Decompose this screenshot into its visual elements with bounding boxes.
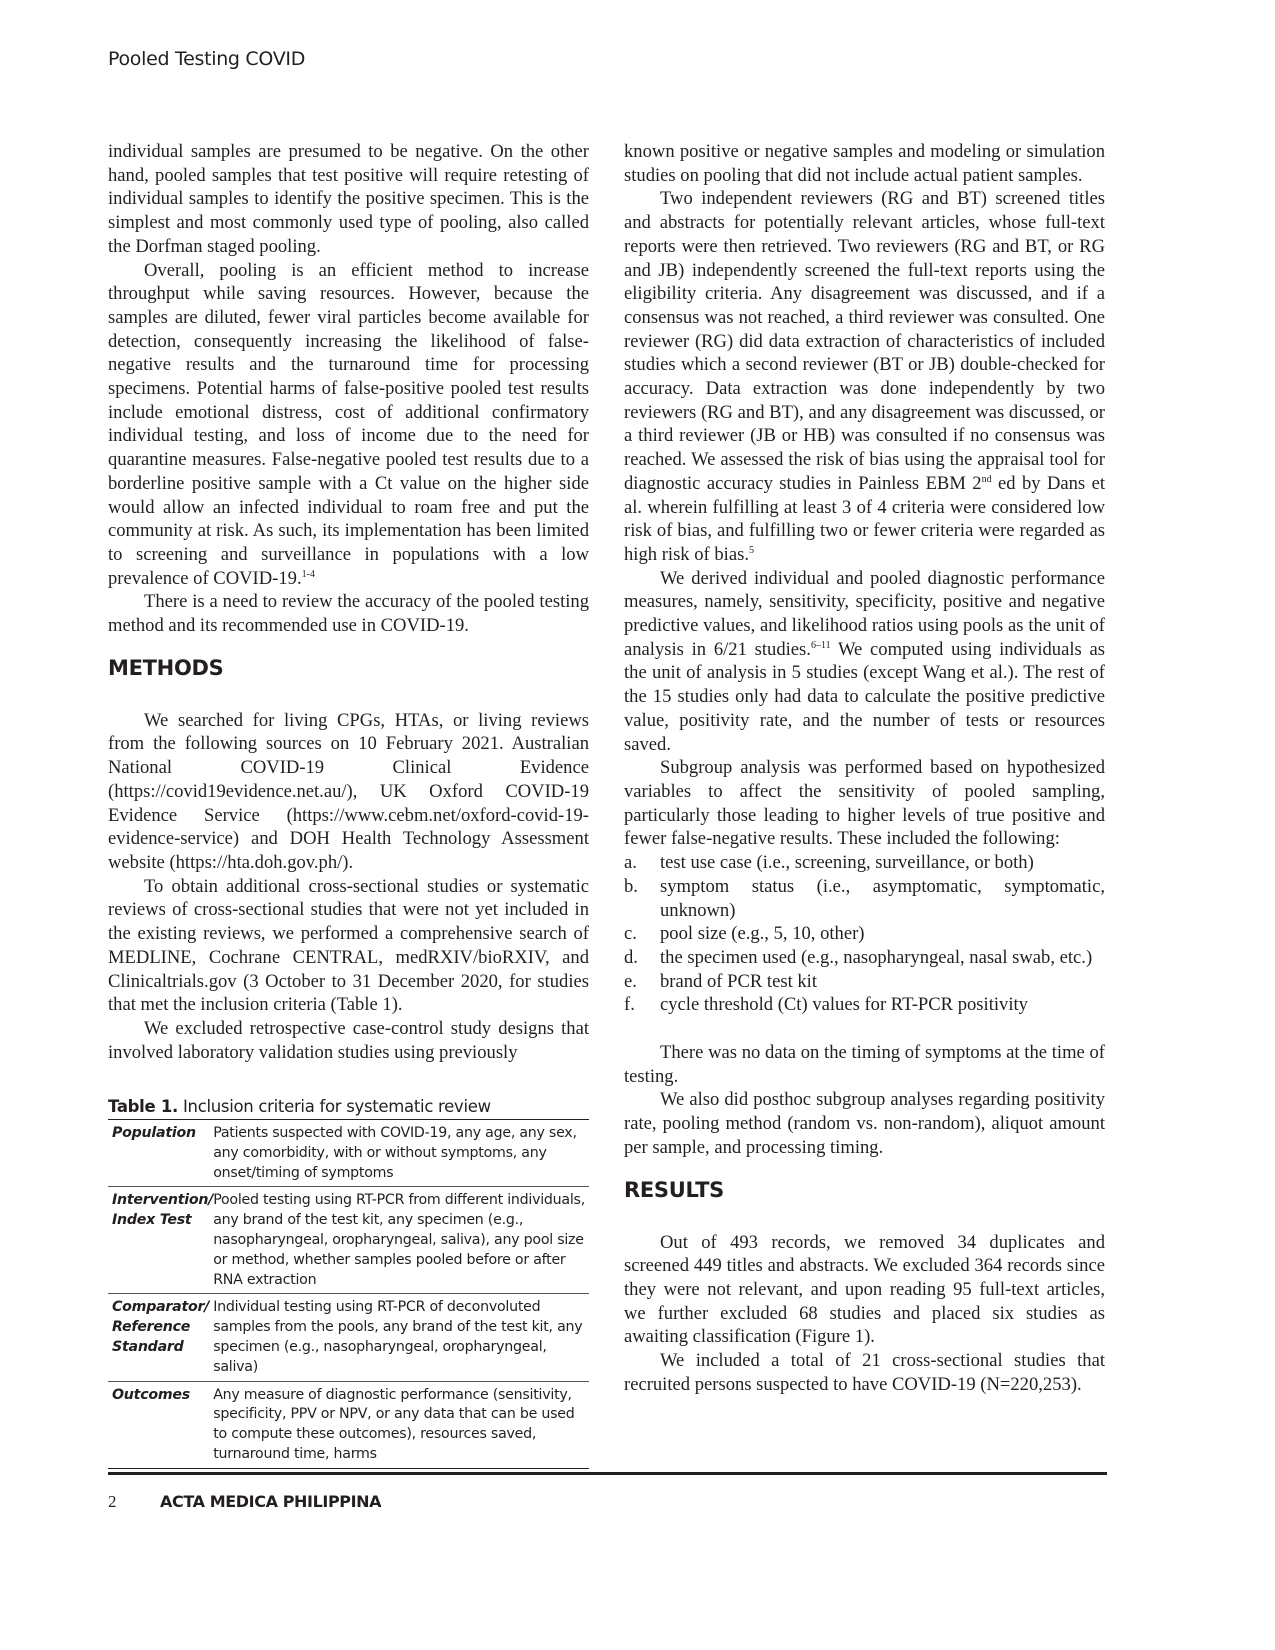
row-key: Population (112, 1125, 196, 1141)
paragraph-exclusion-cont: known positive or negative samples and modeling or simulation studies on pooling that did not include actual patient samples. (624, 141, 1105, 186)
methods-heading: METHODS (108, 655, 224, 680)
list-item: b. symptom status (i.e., asymptomatic, symptomatic, unknown) (624, 875, 1105, 921)
paragraph-results-1: Out of 493 records, we removed 34 duplicates and screened 449 titles and abstracts. We excluded 364 records since they were not relevant, and upon reading 95 full-text articles, we further excluded 68 studies and placed six studies as awaiting classification (Figure 1). (624, 1231, 1105, 1348)
citation-superscript: 1-4 (301, 568, 315, 580)
list-item: a. test use case (i.e., screening, surveillance, or both) (624, 852, 1034, 874)
left-column (108, 140, 589, 1064)
list-item: c. pool size (e.g., 5, 10, other) (624, 923, 865, 945)
paragraph-measures: We derived individual and pooled diagnostic performance measures, namely, sensitivity, specificity, positive and negative predictive values, and likelihood ratios using pools as the unit of analysis in 6/21 studies.$^{6-11}$ We computed using individuals as the unit of analysis in 5 studies (except Wang et al.). The rest of the 15 studies only had data to calculate the positive predictive value, positivity rate, and the number of tests or resources saved. (624, 567, 1105, 755)
list-item: f. cycle threshold (Ct) values for RT-PCR positivity (624, 994, 1028, 1016)
table-caption-text: Inclusion criteria for systematic review (182, 1097, 491, 1116)
table-label: Table 1. (108, 1097, 179, 1116)
row-key: Outcomes (108, 1381, 213, 1468)
right-column (624, 140, 1105, 1396)
paragraph-timing: There was no data on the timing of symptoms at the time of testing. (624, 1042, 1105, 1087)
paragraph-results-2: We included a total of 21 cross-sectional studies that recruited persons suspected to have COVID-19 (N=220,253). (624, 1350, 1105, 1395)
page-number: 2 (108, 1492, 117, 1511)
journal-name: ACTA MEDICA PHILIPPINA (160, 1492, 382, 1511)
paragraph-posthoc: We also did posthoc subgroup analyses regarding positivity rate, pooling method (random vs. non-random), aliquot amount per sample, and processing timing. (624, 1089, 1105, 1158)
paragraph-reviewers: Two independent reviewers (RG and BT) screened titles and abstracts for potentially relevant articles, whose full-text reports were then retrieved. Two reviewers (RG and BT, or RG and JB) independently screened the full-text reports using the eligibility criteria. Any disagreement was discussed, and if a consensus was not reached, a third reviewer was consulted. One reviewer (RG) did data extraction of characteristics of included studies which a second reviewer (BT or JB) double-checked for accuracy. Data extraction was done independently by two reviewers (RG and BT), and any disagreement was discussed, or a third reviewer (JB or HB) was consulted if no consensus was reached. We assessed the risk of bias using the appraisal tool for diagnostic accuracy studies in Painless EBM 2nd ed by Dans et al. wherein fulfilling at least 3 of 4 criteria were considered low risk of bias, and fulfilling two or fewer criteria were regarded as high risk of bias.$^5$ (624, 188, 1105, 565)
table-1 (108, 1097, 589, 1469)
row-key: Comparator/ Reference Standard (108, 1294, 213, 1381)
table-row (108, 1187, 589, 1294)
table-row (108, 1120, 589, 1187)
list-item: d. the specimen used (e.g., nasopharyngeal, nasal swab, etc.) (624, 946, 1093, 968)
paragraph-methods-1: We searched for living CPGs, HTAs, or living reviews from the following sources on 10 February 2021. Australian National COVID-19 Clinical Evidence (https://covid19evidence.net.au/), UK Oxford COVID-19 Evidence Service (https://www.cebm.net/oxford-covid-19-evidence-service) and DOH Health Technology Assessment website (https://hta.doh.gov.ph/). (108, 709, 589, 873)
row-value: Pooled testing using RT-PCR from different individuals, any brand of the test kit, any specimen (e.g., nasopharyngeal, oropharyngeal, saliva), any pool size or method, whether samples pooled before or after RNA extraction (213, 1187, 589, 1294)
subgroup-list (624, 851, 1105, 1017)
row-key: Intervention/ Index Test (108, 1187, 213, 1294)
paragraph-intro-1: individual samples are presumed to be negative. On the other hand, pooled samples that test positive will require retesting of individual samples to identify the positive specimen. This is the simplest and most commonly used type of pooling, also called the Dorfman staged pooling. (108, 141, 589, 257)
row-value: Patients suspected with COVID-19, any age, any sex, any comorbidity, with or without symptoms, any onset/timing of symptoms (213, 1125, 577, 1181)
footer-rule (108, 1472, 1107, 1475)
page-footer (108, 1492, 381, 1512)
table-row (108, 1294, 589, 1381)
results-heading: RESULTS (624, 1177, 724, 1202)
ordinal-superscript: nd (981, 473, 992, 485)
list-item: e. brand of PCR test kit (624, 970, 818, 992)
paragraph-intro-2: Overall, pooling is an efficient method to increase throughput while saving resources. However, because the samples are diluted, fewer viral particles become available for detection, consequently increasing the likelihood of false-negative results and the turnaround time for processing specimens. Potential harms of false-positive pooled test results include emotional distress, cost of additional confirmatory individual testing, and loss of income due to the need for quarantine measures. False-negative pooled test results due to a borderline positive sample with a Ct value on the higher side would allow an infected individual to roam free and put the community at risk. As such, its implementation has been limited to screening and surveillance in populations with a low prevalence of COVID-19.$^{1-4}$ (108, 259, 589, 589)
citation-superscript: 5 (748, 544, 754, 556)
paragraph-methods-2: To obtain additional cross-sectional studies or systematic reviews of cross-sectional studies that were not yet included in the existing reviews, we performed a comprehensive search of MEDLINE, Cochrane CENTRAL, medRXIV/bioRXIV, and Clinicaltrials.gov (3 October to 31 December 2020, for studies that met the inclusion criteria (Table 1). (108, 875, 589, 1016)
inclusion-criteria-table (108, 1119, 589, 1469)
paragraph-subgroup: Subgroup analysis was performed based on hypothesized variables to affect the sensitivity of pooled sampling, particularly those leading to higher levels of true positive and fewer false-negative results. These included the following: (624, 757, 1105, 850)
row-value: Any measure of diagnostic performance (sensitivity, specificity, PPV or NPV, or any data that can be used to compute these outcomes), resources saved, turnaround time, harms (213, 1381, 589, 1468)
paragraph-intro-3: There is a need to review the accuracy of the pooled testing method and its recommended use in COVID-19. (108, 591, 589, 637)
citation-superscript: 6–11 (810, 639, 831, 651)
table-caption (108, 1097, 589, 1116)
running-head-title: Pooled Testing COVID (108, 48, 306, 70)
table-row (108, 1381, 589, 1468)
paragraph-methods-3: We excluded retrospective case-control study designs that involved laboratory validation studies using previously (108, 1017, 589, 1063)
row-value: Individual testing using RT-PCR of deconvoluted samples from the pools, any brand of the test kit, any specimen (e.g., nasopharyngeal, oropharyngeal, saliva) (213, 1294, 589, 1381)
